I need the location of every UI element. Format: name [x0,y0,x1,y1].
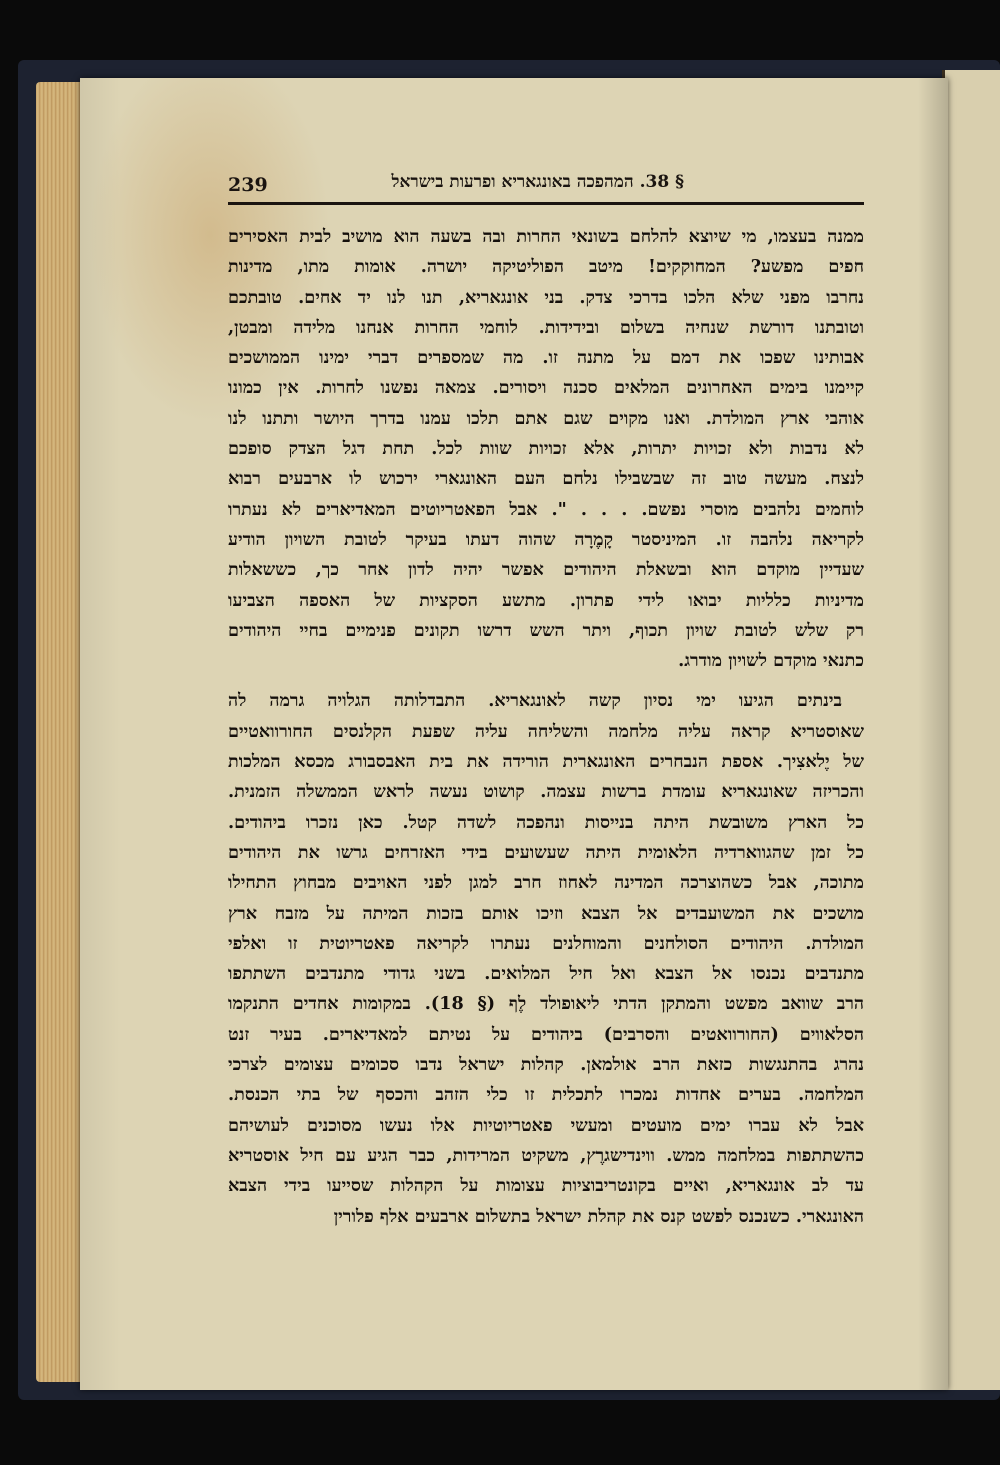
paragraph-2 [228,686,864,1231]
text-line: שעדיין מוקדם הוא ובשאלת היהודים אפשר יהיה לדון אחר כך, כששאלות [228,559,864,581]
text-line: לא נדבות ולא זכויות יתרות, אלא זכויות שוות לכל. תחת דגל הצדק סופכם [228,438,864,460]
text-line: כל זמן שהגווארדיה הלאומית היתה שעשועים בידי האזרחים גרשו את היהודים [228,841,864,863]
text-line: של יֶלאצִיך. אספת הנבחרים האונגארית הורידה את בית האבסבורג מכסא המלכות [228,751,864,773]
text-line: מתנדבים נכנסו אל הצבא ואל חיל המלואים. בשני גדודי מתנדבים השתתפו [228,963,864,985]
text-line: אבותינו שפכו את דמם על מתנה זו. מה שמספרים דברי ימינו הממושכים [228,347,864,369]
text-line: קיימנו בימים האחרונים המלאים סכנה ויסורים. צמאה נפשנו לחרות. אין כמונו [228,377,864,399]
text-line: המולדת. היהודים הסולחנים והמוחלנים נעתרו לקריאה פאטריוטית זו ואלפי [228,932,864,954]
text-line: רק שלש לטובת שויון תכוף, ויתר השש דרשו תקונים פנימיים בחיי היהודים [228,619,864,641]
text-line: חפים מפשע? המחוקקים! מיטב הפוליטיקה יושרה. אומות מתו, מדינות [228,256,864,278]
text-line: האונגארי. כשנכנס לפשט קנס את קהלת ישראל בתשלום ארבעים אלף פלורין [333,1205,864,1227]
text-line: נהרג בהתנגשות כזאת הרב אולמאן. קהלות ישראל נדבו סכומים עצומים לצרכי [228,1054,864,1076]
text-line: מושכים את המשועבדים אל הצבא וזיכו אותם בזכות המיתה על מזבח ארץ [228,902,864,924]
paragraph-1 [228,222,864,676]
text-line: שאוסטריא קראה עליה מלחמה והשליחה עליה שפעת הקלנסים החורוואטיים [228,720,864,742]
text-line: מתוכה, אבל כשהוצרכה המדינה לאחוז חרב למגן לפני האויבים מבחוץ התחילו [228,872,864,894]
text-line: בינתים הגיעו ימי נסיון קשה לאונגאריא. התבדלותה הגלויה גרמה לה [228,690,842,712]
text-line: לקריאה נלהבה זו. המיניסטר קָמֶרָה שהוה דעתו בעיקר לטובת השויון הודיע [228,528,864,550]
page-number: 239 [228,174,268,196]
page-header [228,166,864,206]
text-line: כתנאי מוקדם לשויון מודרג. [678,650,864,672]
body-text [228,222,864,1232]
text-line: אבל לא עברו ימים מועטים ומעשי פאטריוטיות אלו נעשו מסוכנים לעושיהם [228,1114,864,1136]
text-line: כהשתתפות במלחמה ממש. ווינדישגרֶץ, משקיט המרידות, כבר הגיע עם חיל אוסטריא [228,1144,864,1166]
text-line: אוהבי ארץ המולדת. ואנו מקוים שגם אתם תלכו עמנו בדרך היושר ותתנו לנו [228,407,864,429]
text-line: לנצח. מעשה טוב זה שבשבילו נלחם העם האונגארי ירכוש לו ארבעים רבוא [228,468,864,490]
text-line: נחרבו מפני שלא הלכו בדרכי צדק. בני אונגאריא, תנו לנו יד אחים. טובתכם [228,286,864,308]
text-line: מדיניות כלליות יבואו לידי פתרון. מתשע הסקציות של האספה הצביעו [228,589,864,611]
text-line: הרב שוואב מפשט והמתקן הדתי ליאופולד לֶף (§ 18). במקומות אחדים התנקמו [228,993,864,1015]
text-line: עד לב אונגאריא, ואיים בקונטריבוציות עצומות על הקהלות שסייעו בידי הצבא [228,1175,864,1197]
text-line: והכריזה שאונגאריא עומדת ברשות עצמה. קושוט נעשה לראש הממשלה הזמנית. [228,781,864,803]
text-line: כל הארץ משובשת היתה בנייסות ונהפכה לשדה קטל. כאן נזכרו ביהודים. [228,811,864,833]
text-line: וטובתנו דורשת שנחיה בשלום ובידידות. לוחמי החרות אנחנו מלידה ומבטן, [228,316,864,338]
header-rule [228,202,864,205]
text-line: הסלאווים (החורוואטים והסרבים) ביהודים על נטיתם למאדיארים. בעיר זנט [228,1023,864,1045]
text-line: לוחמים נלהבים מוסרי נפשם. . . . ". אבל הפאטריוטים המאדיארים לא נעתרו [228,498,864,520]
facing-page-edge [942,70,1000,1390]
text-line: ממנה בעצמו, מי שיוצא להלחם בשונאי החרות ובה בשעה הוא מושיב לבית האסירים [228,226,864,247]
text-line: המלחמה. בערים אחדות נמכרו לתכלית זו כלי הזהב והכסף של בתי הכנסת. [228,1084,864,1106]
running-title: § 38. המהפכה באונגאריא ופרעות בישראל [391,172,684,192]
